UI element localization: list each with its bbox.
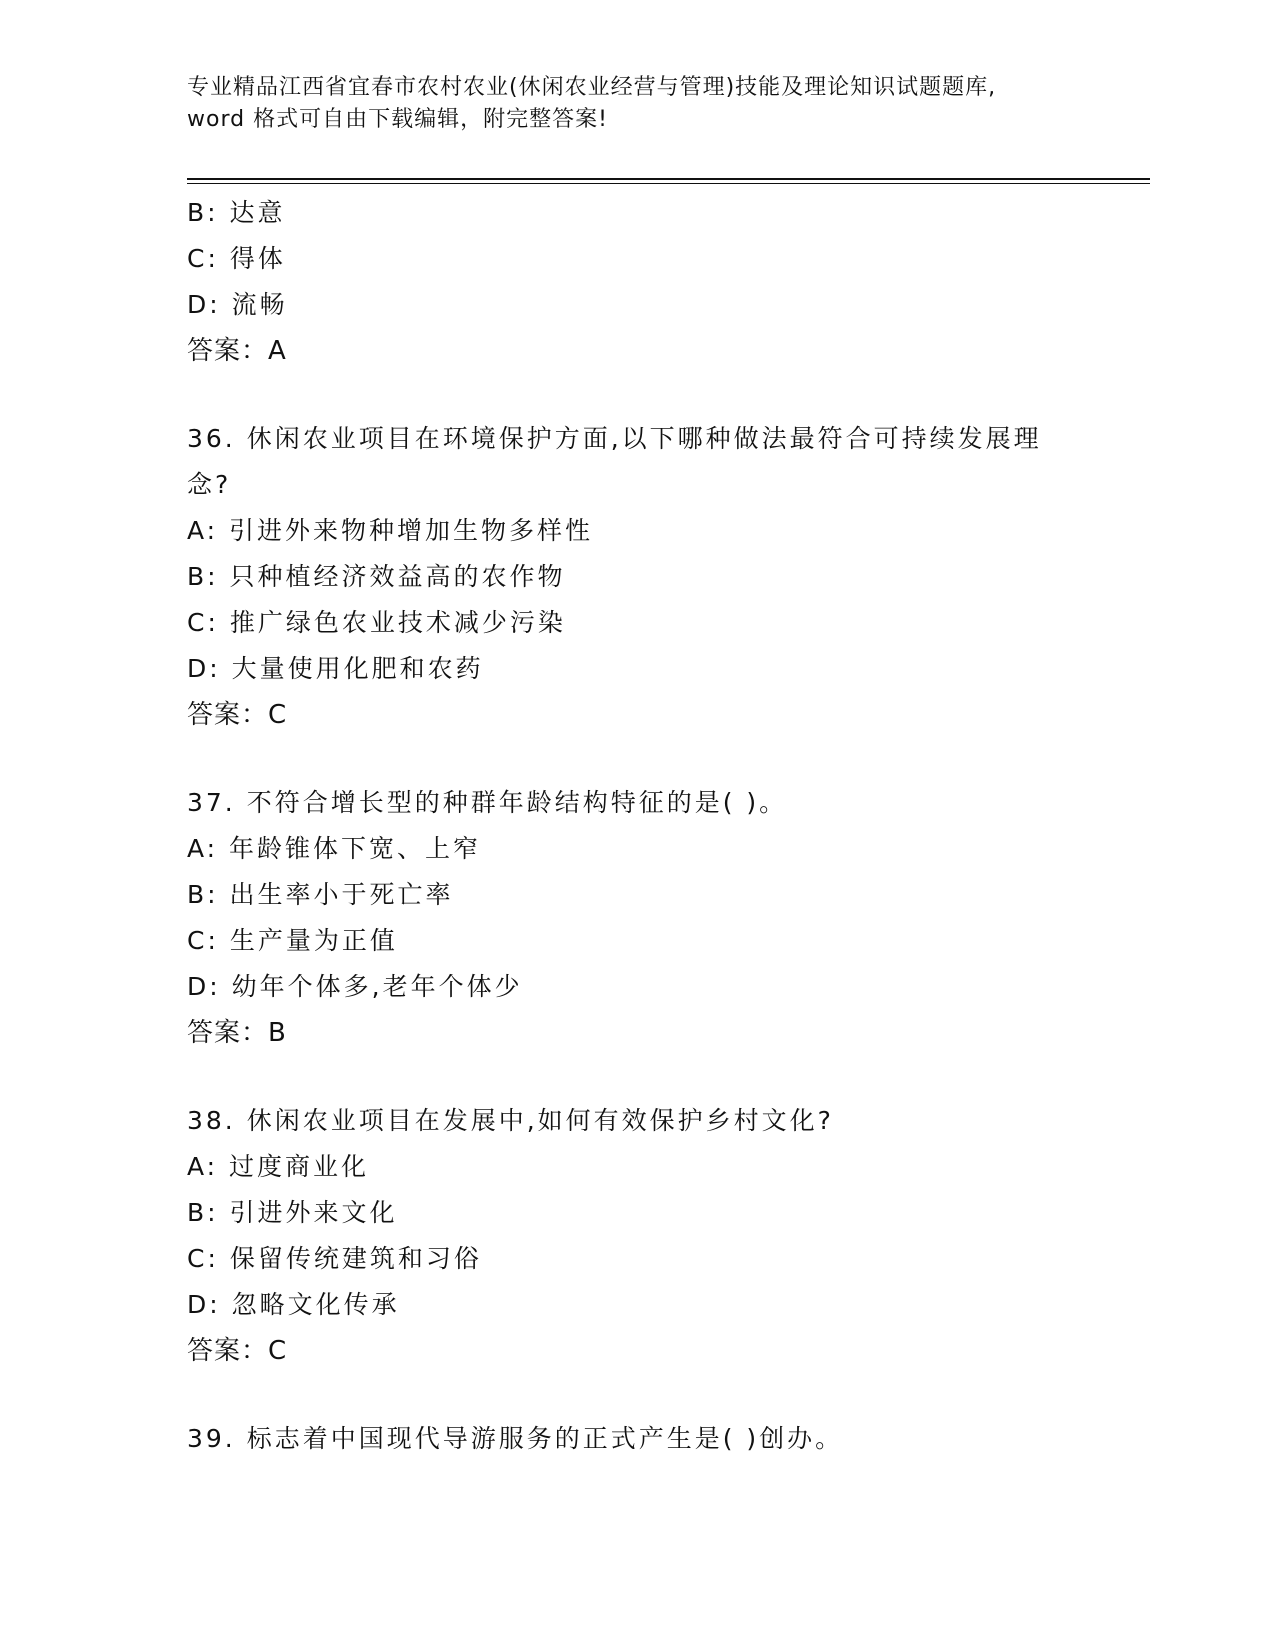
answer: 答案：B: [187, 1018, 287, 1048]
question-list: [187, 190, 1087, 1462]
option-d: D: 流畅: [187, 290, 288, 319]
question-text-continued: 念?: [187, 470, 232, 499]
option-b: B: 只种植经济效益高的农作物: [187, 562, 566, 591]
answer: 答案：C: [187, 700, 288, 730]
header-divider-thin: [187, 183, 1150, 184]
option-d: D: 大量使用化肥和农药: [187, 654, 484, 683]
option-a: A: 年龄锥体下宽、上窄: [187, 834, 482, 863]
question-text: 37. 不符合增长型的种群年龄结构特征的是( )。: [187, 788, 788, 817]
option-b: B: 引进外来文化: [187, 1198, 398, 1227]
question-35-continued: [187, 190, 1087, 374]
option-c: C: 得体: [187, 244, 286, 273]
header-title-line-1: 专业精品江西省宜春市农村农业(休闲农业经营与管理)技能及理论知识试题题库,: [187, 75, 997, 100]
document-header: [187, 72, 1147, 136]
question-36: [187, 416, 1087, 738]
header-title-line-2: word 格式可自由下载编辑，附完整答案!: [187, 107, 608, 132]
question-38: [187, 1098, 1087, 1374]
option-a: A: 引进外来物种增加生物多样性: [187, 516, 594, 545]
option-c: C: 生产量为正值: [187, 926, 398, 955]
question-text: 36. 休闲农业项目在环境保护方面,以下哪种做法最符合可持续发展理: [187, 424, 1042, 453]
question-37: [187, 780, 1087, 1056]
question-39: [187, 1416, 1087, 1462]
option-b: B: 出生率小于死亡率: [187, 880, 454, 909]
option-d: D: 忽略文化传承: [187, 1290, 400, 1319]
option-c: C: 推广绿色农业技术减少污染: [187, 608, 566, 637]
answer: 答案：C: [187, 1336, 288, 1366]
question-text: 39. 标志着中国现代导游服务的正式产生是( )创办。: [187, 1424, 844, 1453]
question-text: 38. 休闲农业项目在发展中,如何有效保护乡村文化?: [187, 1106, 834, 1135]
option-a: A: 过度商业化: [187, 1152, 370, 1181]
option-b: B: 达意: [187, 198, 286, 227]
option-c: C: 保留传统建筑和习俗: [187, 1244, 482, 1273]
header-divider-thick: [187, 178, 1150, 180]
option-d: D: 幼年个体多,老年个体少: [187, 972, 523, 1001]
answer: 答案：A: [187, 336, 287, 366]
